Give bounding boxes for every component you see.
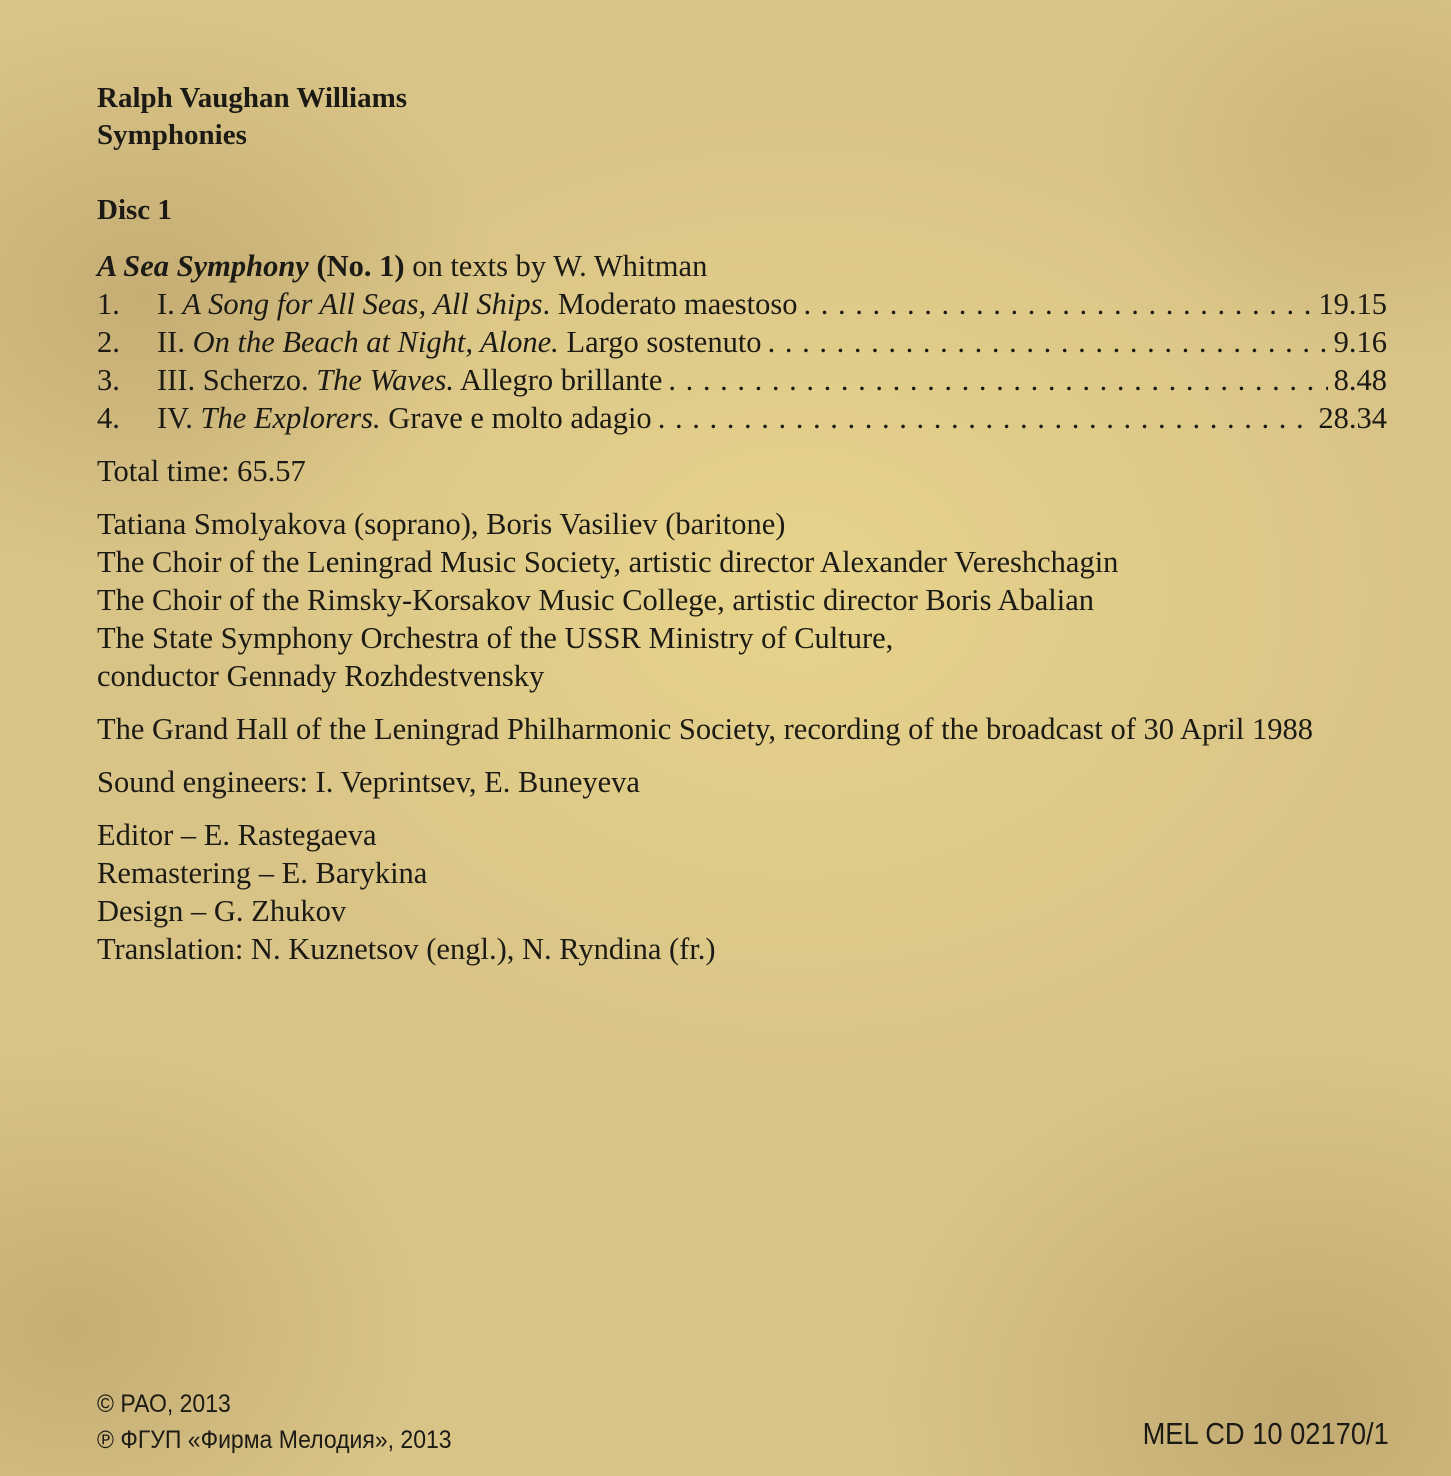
catalog-number: MEL CD 10 02170/1 xyxy=(1142,1416,1389,1451)
track-duration: 19.15 xyxy=(1318,287,1387,321)
track-title: IV. The Explorers. Grave e molto adagio xyxy=(157,401,652,435)
credits xyxy=(97,816,1387,968)
dot-leader xyxy=(668,361,1327,399)
work-number: (No. 1) xyxy=(316,249,405,283)
performer-line: The Choir of the Leningrad Music Society, artistic director Alexander Vereshchagin xyxy=(97,545,1119,579)
track-row xyxy=(97,399,1387,437)
composer-name: Ralph Vaughan Williams xyxy=(97,82,408,114)
track-title: I. A Song for All Seas, All Ships. Moderato maestoso xyxy=(157,287,798,321)
copyright-block xyxy=(97,1386,452,1458)
performer-line: The Choir of the Rimsky-Korsakov Music College, artistic director Boris Abalian xyxy=(97,583,1094,617)
track-title: III. Scherzo. The Waves. Allegro brillante xyxy=(157,363,663,397)
dot-leader xyxy=(768,323,1328,361)
sound-engineers: Sound engineers: I. Veprintsev, E. Buneyeva xyxy=(97,765,640,799)
track-title: II. On the Beach at Night, Alone. Largo sostenuto xyxy=(157,325,762,359)
track-duration: 28.34 xyxy=(1318,401,1387,435)
credit-line: Design – G. Zhukov xyxy=(97,894,347,928)
work-title xyxy=(97,248,1387,285)
performer-line: conductor Gennady Rozhdestvensky xyxy=(97,659,545,693)
work-subtitle: on texts by W. Whitman xyxy=(412,249,708,283)
dot-leader xyxy=(658,399,1313,437)
track-row xyxy=(97,323,1387,361)
dot-leader xyxy=(804,285,1313,323)
track-row xyxy=(97,361,1387,399)
performers xyxy=(97,505,1387,695)
track-duration: 8.48 xyxy=(1333,363,1387,397)
phonogram-line: ℗ ФГУП «Фирма Мелодия», 2013 xyxy=(97,1426,452,1454)
performer-line: Tatiana Smolyakova (soprano), Boris Vasiliev (baritone) xyxy=(97,507,786,541)
recording-info: The Grand Hall of the Leningrad Philharmonic Society, recording of the broadcast of 30 April 1988 xyxy=(97,712,1313,746)
credit-line: Remastering – E. Barykina xyxy=(97,856,428,890)
booklet-page xyxy=(97,80,1387,968)
work-name: A Sea Symphony xyxy=(97,249,309,283)
disc-label: Disc 1 xyxy=(97,194,172,226)
credit-line: Translation: N. Kuznetsov (engl.), N. Ryndina (fr.) xyxy=(97,932,716,966)
copyright-line: © РАО, 2013 xyxy=(97,1390,231,1418)
credit-line: Editor – E. Rastegaeva xyxy=(97,818,377,852)
track-number: 4. xyxy=(97,401,120,435)
track-duration: 9.16 xyxy=(1333,325,1387,359)
track-row xyxy=(97,285,1387,323)
track-number: 2. xyxy=(97,325,120,359)
track-list xyxy=(97,285,1387,437)
collection-title: Symphonies xyxy=(97,119,247,151)
track-number: 3. xyxy=(97,363,120,397)
track-number: 1. xyxy=(97,287,120,321)
performer-line: The State Symphony Orchestra of the USSR Ministry of Culture, xyxy=(97,621,894,655)
total-time: Total time: 65.57 xyxy=(97,454,306,488)
